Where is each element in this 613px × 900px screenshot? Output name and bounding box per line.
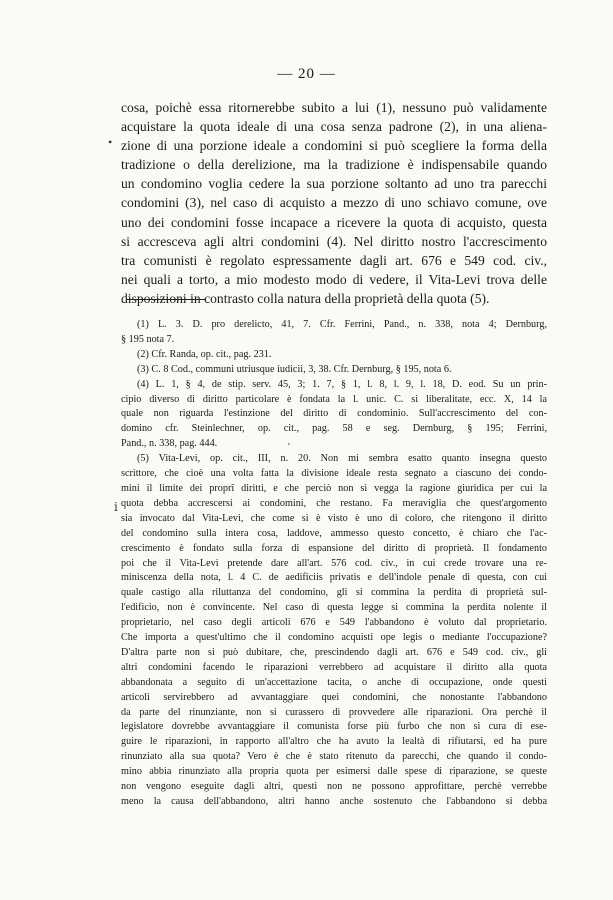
footnote-line: guire le riparazioni, in rapporto all'altro che ha avuto la lealtà di rifiutarsi, ed ha pure <box>121 736 547 748</box>
body-line: si accresceva agli altri condomini (4). Nel diritto nostro l'accrescimento <box>121 233 547 249</box>
footnote-line: (2) Cfr. Randa, op. cit., pag. 231. <box>137 348 272 360</box>
footnote-line: da parte del rinunziante, non si curassero di provvedere alle riparazioni. Ora perchè il <box>121 706 547 718</box>
footnote-line: abbandonata a seguito di un'accettazione tacita, o anche di occupazione, onde questi <box>121 676 547 688</box>
margin-dot-mark: • <box>108 135 113 149</box>
footnote-separator <box>126 299 206 300</box>
main-paragraph <box>121 98 547 308</box>
body-line: nei quali a torto, a mio modesto modo di vedere, il Vita-Levi trova delle <box>121 271 547 287</box>
body-line: cosa, poichè essa ritornerebbe subito a lui (1), nessuno può validamente <box>121 100 547 115</box>
body-line: un condomino voglia cedere la sua porzione soltanto ad uno tra parecchi <box>121 176 547 192</box>
footnote-line: miniscenza della nota, l. 4 C. de aedificiis privatis e dell'indole penale di questa, con cui <box>121 572 547 584</box>
footnote-line: mino abbia rinunziato alla propria quota per esimersi dalle spese di riparazione, se queste <box>121 766 547 778</box>
footnote-line: poi che il Vita-Levi pretende dare all'art. 576 cod. civ., in cui crede trovare una re- <box>121 557 547 569</box>
footnote-line: del condomino sulla intera cosa, laddove, ammesso questo concetto, è chiaro che l'ac- <box>121 527 547 539</box>
footnote-line: rinunziato alla sua quota? Vero è che è stato ritenuto da parecchi, che quando il condo- <box>121 751 547 763</box>
body-line: tradizione o della derelizione, ma la tradizione è indispensabile quando <box>121 157 547 173</box>
footnote-line: Pand., n. 338, pag. 444. <box>121 438 218 450</box>
stray-tick-mark: ' <box>288 442 290 453</box>
footnote-line: § 195 nota 7. <box>121 333 175 345</box>
body-line: uno dei condomini fosse incapace a ricevere la quota di acquisto, questa <box>121 214 547 230</box>
footnote-line: legislatore dovrebbe avvantaggiare il comunista forse più furbo che non si cura di ese- <box>121 721 547 733</box>
footnote-line: crescimento è fondato sulla forza di espansione del diritto di proprietà. Il fondamento <box>121 542 547 554</box>
footnote-line: (4) L. 1, § 4, de stip. serv. 45, 3; 1. 7, § 1, l. 8, l. 9, l. 18, D. eod. Su un prin- <box>137 378 547 390</box>
footnote-line: D'altra parte non si può dubitare, che, prescindendo dagli art. 676 e 549 cod. civ., gli <box>121 646 547 658</box>
footnote-line: domino cfr. Steinlechner, op. cit., pag. 58 e seg. Dernburg, § 195; Ferrini, <box>121 423 547 435</box>
footnote-line: quale non riguarda l'estinzione del diritto di condominio. Sull'accrescimento del con- <box>121 408 547 420</box>
footnote-line: (5) Vita-Levi, op. cit., III, n. 20. Non mi sembra esatto quanto insegna questo <box>137 453 547 465</box>
body-line: zione di una porzione ideale a condomini si può scegliere la forma della <box>121 138 547 154</box>
body-line: acquistare la quota ideale di una cosa senza padrone (2), in una aliena- <box>121 119 547 135</box>
footnote-line: articoli servirebbero ad avvantaggiare quei condomini, che nonostante l'abbandono <box>121 691 547 703</box>
body-line: disposizioni in contrasto colla natura della proprietà della quota (5). <box>121 290 490 306</box>
margin-stroke-mark: ⅰ <box>114 500 118 514</box>
body-line: condomini (3), nel caso di acquisto a mezzo di uno schiavo comune, ove <box>121 195 547 211</box>
footnotes <box>121 318 547 810</box>
footnote-line: non vengono eseguite dagli altri, questi non ne possono approfittare, perchè verrebbe <box>121 781 547 793</box>
footnote-line: mini il limite dei proprî diritti, e che perciò non si vegga la ragione giuridica per cui la <box>121 482 547 494</box>
footnote-line: meno la causa dell'abbandono, altri hanno anche sostenuto che l'abbandono si debba <box>121 796 547 807</box>
footnote-line: proprietario, nel caso degli articoli 676 e 549 l'abbandono è voluto dal proprietario. <box>121 617 547 629</box>
footnote-line: Che importa a quest'ultimo che il condomino acquisti ope legis o mediante l'occupazione? <box>121 632 547 644</box>
footnote-line: (1) L. 3. D. pro derelicto, 41, 7. Cfr. Ferrini, Pand., n. 338, nota 4; Dernburg, <box>137 319 547 330</box>
footnote-line: sia invocato dal Vita-Levi, che come si è visto è uno di coloro, che ritengono il diritto <box>121 512 547 524</box>
footnote-line: l'edificio, non è convincente. Nel caso di questa legge si commina la perdita nolente il <box>121 602 547 614</box>
page-number: — 20 — <box>277 66 336 82</box>
footnote-line: cipio diverso di diritto particolare è fondata la l. unic. C. si liberalitate, ecc. X, 14 la <box>121 393 547 405</box>
footnote-line: altri condomini facendo le riparazioni verrebbero ad acquistare il diritto alla quota <box>121 661 547 673</box>
footnote-line: scrittore, che cioè una volta fatta la divisione ideale resta segnato a ciascuno dei condo- <box>121 468 547 480</box>
footnote-line: quota debba accrescersi ai condomini, che restano. Fa meraviglia che quest'argomento <box>121 497 547 509</box>
footnote-line: (3) C. 8 Cod., communi utriusque iudicii, 3, 38. Cfr. Dernburg, § 195, nota 6. <box>137 363 452 375</box>
body-line: tra comunisti è regolato espressamente dagli art. 676 e 549 cod. civ., <box>121 252 547 268</box>
footnote-line: quale castigo alla riluttanza del condomino, gli si commina la perdita di proprietà sul- <box>121 587 547 599</box>
